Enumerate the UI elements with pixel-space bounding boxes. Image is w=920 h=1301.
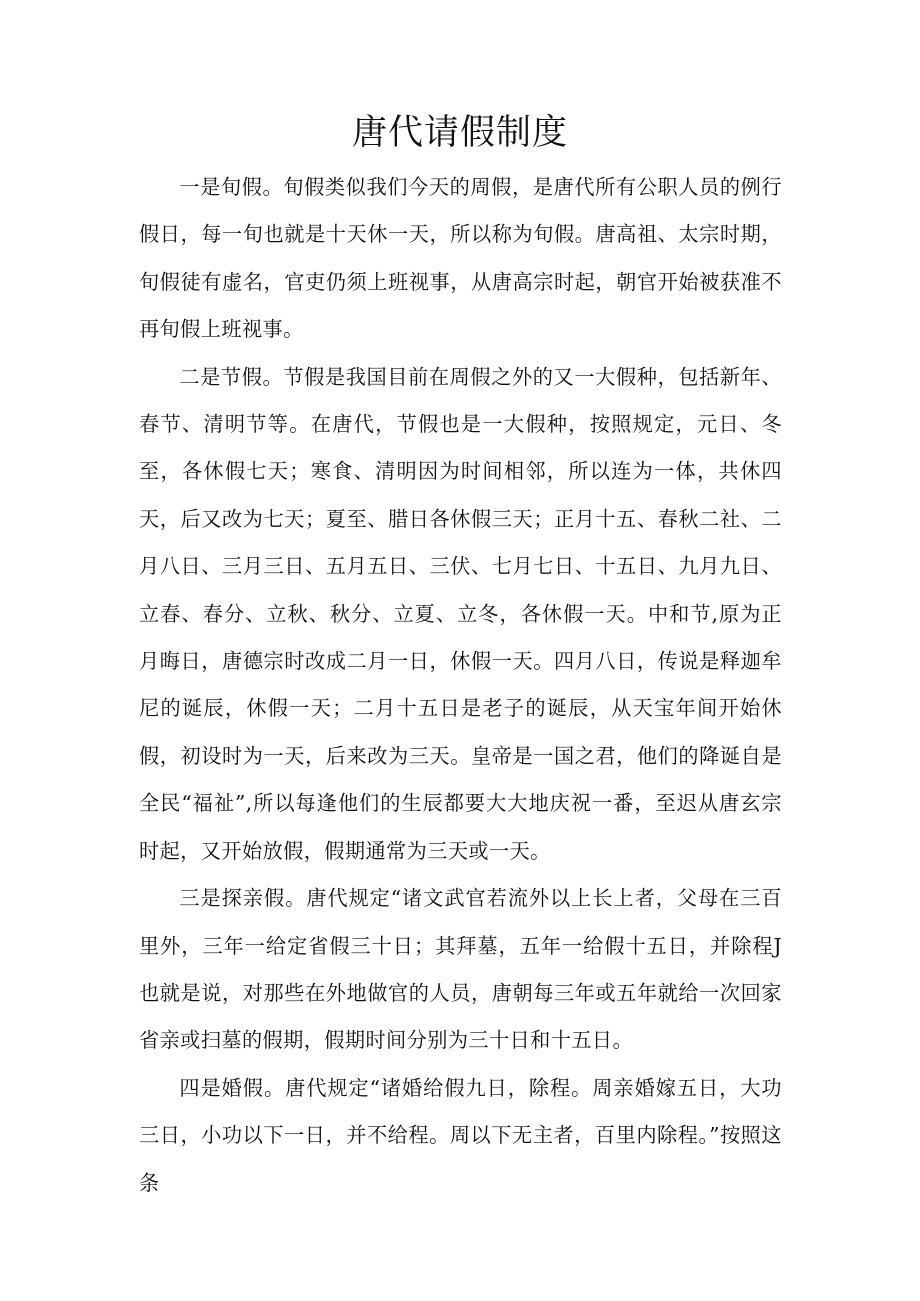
paragraph-jie-jia: 二是节假。节假是我国目前在周假之外的又一大假种，包括新年、春节、清明节等。在唐代，节假也是一大假种，按照规定，元日、冬至，各休假七天；寒食、清明因为时间相邻，所以连为一体，共休四天，后又改为七天；夏至、腊日各休假三天；正月十五、春秋二社、二月八日、三月三日、五月五日、三伏、七月七日、十五日、九月九日、立春、春分、立秋、秋分、立夏、立冬，各休假一天。中和节,原为正月晦日，唐德宗时改成二月一日，休假一天。四月八日，传说是释迦牟尼的诞辰，休假一天；二月十五日是老子的诞辰，从天宝年间开始休假，初设时为一天，后来改为三天。皇帝是一国之君，他们的降诞自是全民“福祉”,所以每逢他们的生辰都要大大地庆祝一番，至迟从唐玄宗时起，又开始放假，假期通常为三天或一天。 (139, 364, 782, 863)
paragraph-tan-qin-jia: 三是探亲假。唐代规定“诸文武官若流外以上长上者，父母在三百里外，三年一给定省假三十日；其拜墓，五年一给假十五日，并除程J也就是说，对那些在外地做官的人员，唐朝每三年或五年就给一次回家省亲或扫墓的假期，假期时间分别为三十日和十五日。 (139, 886, 782, 1053)
paragraph-xun-jia: 一是旬假。旬假类似我们今天的周假，是唐代所有公职人员的例行假日，每一旬也就是十天休一天，所以称为旬假。唐高祖、太宗时期，旬假徒有虚名，官吏仍须上班视事，从唐高宗时起，朝官开始被获准不再旬假上班视事。 (139, 175, 782, 342)
document-body (139, 164, 782, 1207)
page-title: 唐代请假制度 (351, 113, 568, 153)
paragraph-hun-jia: 四是婚假。唐代规定“诸婚给假九日，除程。周亲婚嫁五日，大功三日，小功以下一日，并不给程。周以下无主者，百里内除程。”按照这条 (139, 1075, 782, 1195)
